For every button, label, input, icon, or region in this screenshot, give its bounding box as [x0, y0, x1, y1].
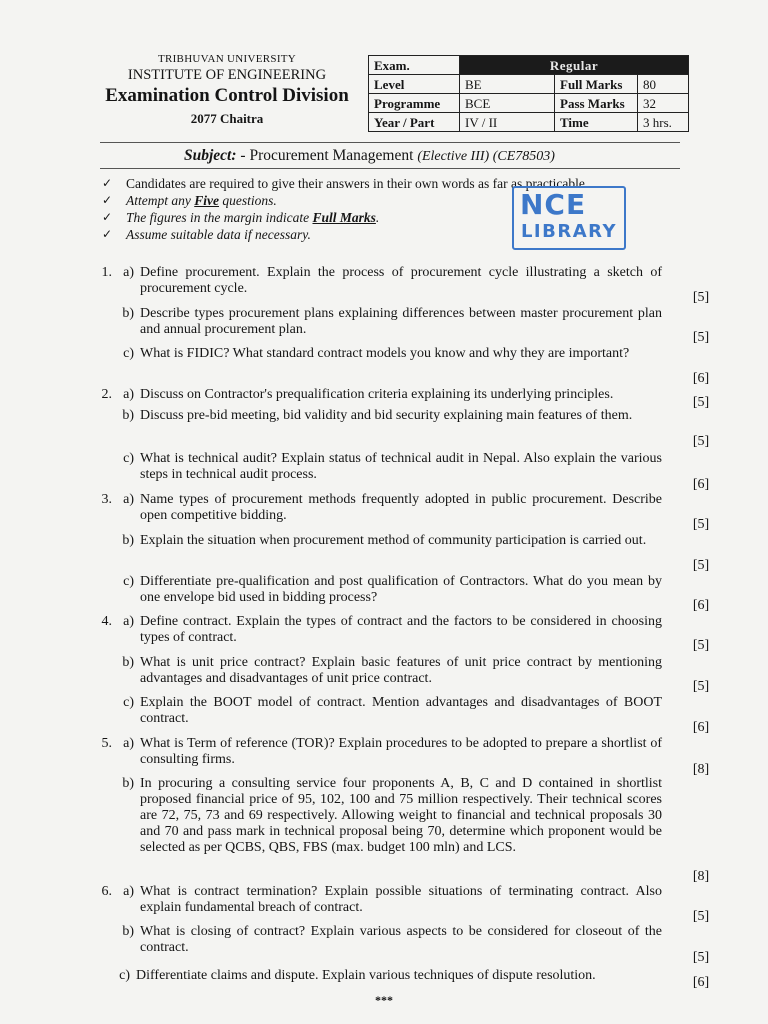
question-marks: [5] [692, 290, 710, 305]
question-number: 1. [101, 265, 112, 280]
division-name: Examination Control Division [105, 85, 349, 106]
question-part-letter: b) [122, 533, 134, 548]
check-icon: ✓ [102, 176, 113, 190]
level-value: BE [460, 75, 555, 94]
divider-bottom [100, 168, 680, 169]
subject-code: (Elective III) (CE78503) [417, 149, 555, 164]
check-icon: ✓ [102, 193, 113, 207]
question-marks: [6] [692, 598, 710, 613]
question-text: Define procurement. Explain the process of procurement cycle illustrating a sketch of procurement cycle. [140, 265, 662, 296]
question-part-letter: c) [123, 574, 134, 589]
question-marks: [6] [692, 371, 710, 386]
question-marks: [5] [692, 679, 710, 694]
question-text: What is contract termination? Explain possible situations of terminating contract. Also explain fundamental breach of contract. [140, 884, 662, 915]
question-marks: [5] [692, 950, 710, 965]
university-name: TRIBHUVAN UNIVERSITY [157, 53, 297, 65]
question-text: What is unit price contract? Explain basic features of unit price contract by mentioning advantages and disadvantages of unit price contract. [140, 655, 662, 686]
question-text: Explain the BOOT model of contract. Mention advantages and disadvantages of BOOT contract. [140, 695, 662, 726]
question-text: Name types of procurement methods frequently adopted in public procurement. Describe open competitive bidding. [140, 492, 662, 523]
question-part-letter: c) [119, 968, 130, 983]
instruction-text: Assume suitable data if necessary. [126, 227, 311, 242]
question-text: Describe types procurement plans explaining differences between master procurement plan and annual procurement plan. [140, 306, 662, 337]
question-number: 4. [101, 614, 112, 629]
subject-name: - Procurement Management [240, 147, 414, 164]
time-value: 3 hrs. [638, 113, 689, 132]
full-marks-label: Full Marks [555, 75, 638, 94]
question-part-letter: a) [123, 387, 134, 402]
question-text: Explain the situation when procurement method of community participation is carried out. [140, 533, 647, 548]
year-part-value: IV / II [460, 113, 555, 132]
question-text: In procuring a consulting service four proponents A, B, C and D contained in shortlist proposed financial price of 95, 102, 100 and 75 million respectively. Their technical scores are 72, 75, 73 and 69 respectively. Allowing weight to financial and technical proposals 30 and 70 and pass mark in technical proposal being 70, determine which proponent would be selected as per QCBS, QBS, FBS (max. budget 100 mln) and LCS. [140, 776, 662, 855]
exam-session: 2077 Chaitra [190, 111, 264, 126]
question-marks: [5] [692, 395, 710, 410]
question-part-letter: b) [122, 776, 134, 791]
library-stamp [512, 186, 626, 250]
question-marks: [6] [692, 975, 710, 990]
question-marks: [5] [692, 330, 710, 345]
header-block [96, 52, 358, 127]
year-part-label: Year / Part [369, 113, 460, 132]
question-part-letter: a) [123, 736, 134, 751]
question-marks: [8] [692, 869, 710, 884]
question-marks: [5] [692, 517, 710, 532]
subject-line [184, 146, 555, 167]
question-part-letter: c) [123, 695, 134, 710]
exam-label: Exam. [369, 56, 460, 75]
question-part-letter: a) [123, 265, 134, 280]
question-marks: [5] [692, 638, 710, 653]
question-part-letter: b) [122, 306, 134, 321]
subject-label: Subject: [184, 147, 237, 164]
question-part-letter: a) [123, 492, 134, 507]
programme-value: BCE [460, 94, 555, 113]
question-number: 3. [101, 492, 112, 507]
full-marks-value: 80 [638, 75, 689, 94]
stamp-logo-text: NCE [520, 188, 587, 221]
check-icon: ✓ [102, 227, 113, 241]
question-text: Differentiate pre-qualification and post qualification of Contractors. What do you mean by one envelope bid used in bidding process? [140, 574, 662, 605]
question-part-letter: b) [122, 408, 134, 423]
question-text: What is FIDIC? What standard contract models you know and why they are important? [140, 346, 630, 361]
question-number: 5. [101, 736, 112, 751]
question-part-letter: b) [122, 655, 134, 670]
question-part-letter: c) [123, 346, 134, 361]
question-text: Discuss pre-bid meeting, bid validity and bid security explaining main features of them. [140, 408, 633, 423]
question-marks: [8] [692, 762, 710, 777]
institute-name: INSTITUTE OF ENGINEERING [127, 67, 327, 83]
full-marks-emphasis: Full Marks [312, 210, 376, 225]
question-text: What is closing of contract? Explain various aspects to be considered for closeout of the contract. [140, 924, 662, 955]
stamp-library-text: LIBRARY [520, 221, 618, 242]
pass-marks-label: Pass Marks [555, 94, 638, 113]
programme-label: Programme [369, 94, 460, 113]
question-text: What is Term of reference (TOR)? Explain procedures to be adopted to prepare a shortlist of consulting firms. [140, 736, 662, 767]
question-part-letter: c) [123, 451, 134, 466]
question-part-letter: b) [122, 924, 134, 939]
instruction-text: Attempt any Five questions. [126, 193, 277, 208]
question-number: 2. [101, 387, 112, 402]
end-marker: *** [375, 993, 393, 1007]
question-marks: [5] [692, 909, 710, 924]
instruction-text: The figures in the margin indicate Full Marks. [126, 210, 380, 225]
check-icon: ✓ [102, 210, 113, 224]
question-text: What is technical audit? Explain status of technical audit in Nepal. Also explain the various steps in technical audit process. [140, 451, 662, 482]
divider-top [100, 142, 680, 143]
exam-type: Regular [460, 56, 689, 75]
time-label: Time [555, 113, 638, 132]
instruction-text: Candidates are required to give their answers in their own words as far as practicable. [126, 176, 589, 191]
question-marks: [5] [692, 558, 710, 573]
question-marks: [5] [692, 434, 710, 449]
question-text: Define contract. Explain the types of contract and the factors to be considered in choosing types of contract. [140, 614, 662, 645]
exam-info-table [368, 55, 689, 132]
question-part-letter: a) [123, 884, 134, 899]
five-emphasis: Five [194, 193, 219, 208]
question-text: Differentiate claims and dispute. Explain various techniques of dispute resolution. [136, 968, 596, 983]
question-part-letter: a) [123, 614, 134, 629]
question-text: Discuss on Contractor's prequalification criteria explaining its underlying principles. [140, 387, 614, 402]
level-label: Level [369, 75, 460, 94]
question-marks: [6] [692, 477, 710, 492]
pass-marks-value: 32 [638, 94, 689, 113]
question-marks: [6] [692, 720, 710, 735]
question-number: 6. [101, 884, 112, 899]
